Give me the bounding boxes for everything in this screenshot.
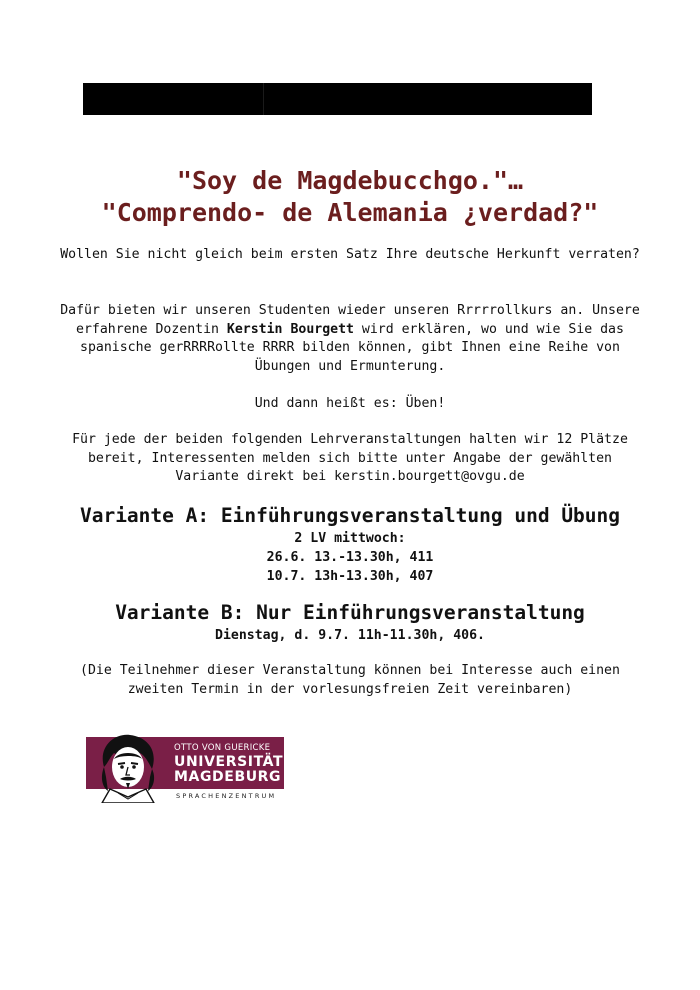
variant-b-label: Variante B:: [115, 601, 245, 624]
registration-paragraph: Für jede der beiden folgenden Lehrveranstaltungen halten wir 12 Plätze bereit, Interessenten melden sich bitte unter Angabe der gewählten Variante direkt bei kerstin.bourgett@ovgu.de: [72, 432, 628, 484]
page-title: [0, 165, 700, 229]
variant-b-block: [0, 600, 700, 645]
redacted-header-bar: [83, 83, 592, 115]
intro-question: Wollen Sie nicht gleich beim ersten Satz Ihre deutsche Herkunft verraten?: [60, 247, 640, 262]
offer-text-after: wird erklären, wo und wie Sie das spanische gerRRRRollte RRRR bilden können, gibt Ihnen eine Reihe von Übungen und Ermunterung.: [80, 321, 624, 374]
university-logo: [86, 737, 286, 807]
lecturer-name: Kerstin Bourgett: [226, 321, 354, 337]
variant-a-block: [0, 503, 700, 586]
variant-a-date-1: 26.6. 13.-13.30h, 411: [266, 550, 434, 565]
participant-note: (Die Teilnehmer dieser Veranstaltung können bei Interesse auch einen zweiten Termin in der vorlesungsfreien Zeit vereinbaren): [80, 663, 620, 697]
logo-line-3: MAGDEBURG: [174, 769, 282, 785]
practice-line: Und dann heißt es: Üben!: [254, 396, 446, 411]
variant-b-date: Dienstag, d. 9.7. 11h-11.30h, 406.: [215, 628, 485, 643]
variant-a-date-2: 10.7. 13h-13.30h, 407: [266, 569, 434, 584]
course-offer-paragraph: [60, 302, 640, 376]
guericke-portrait-icon: [96, 733, 160, 803]
title-line-1: "Soy de Magdebucchgo."…: [176, 166, 524, 195]
variant-a-desc: Einführungsveranstaltung und Übung: [220, 504, 621, 527]
logo-line-1: OTTO VON GUERICKE: [174, 743, 271, 753]
variant-b-desc: Nur Einführungsveranstaltung: [256, 601, 585, 624]
logo-line-4: SPRACHENZENTRUM: [176, 792, 277, 800]
variant-a-label: Variante A:: [79, 504, 210, 527]
offer-text-before: Dafür bieten wir unseren Studenten wieder unseren Rrrrrollkurs an. Unsere erfahrene Dozentin: [60, 303, 640, 337]
title-line-2: "Comprendo- de Alemania ¿verdad?": [101, 198, 599, 227]
logo-line-2: UNIVERSITÄT: [174, 754, 284, 770]
variant-a-line: 2 LV mittwoch:: [294, 531, 406, 546]
